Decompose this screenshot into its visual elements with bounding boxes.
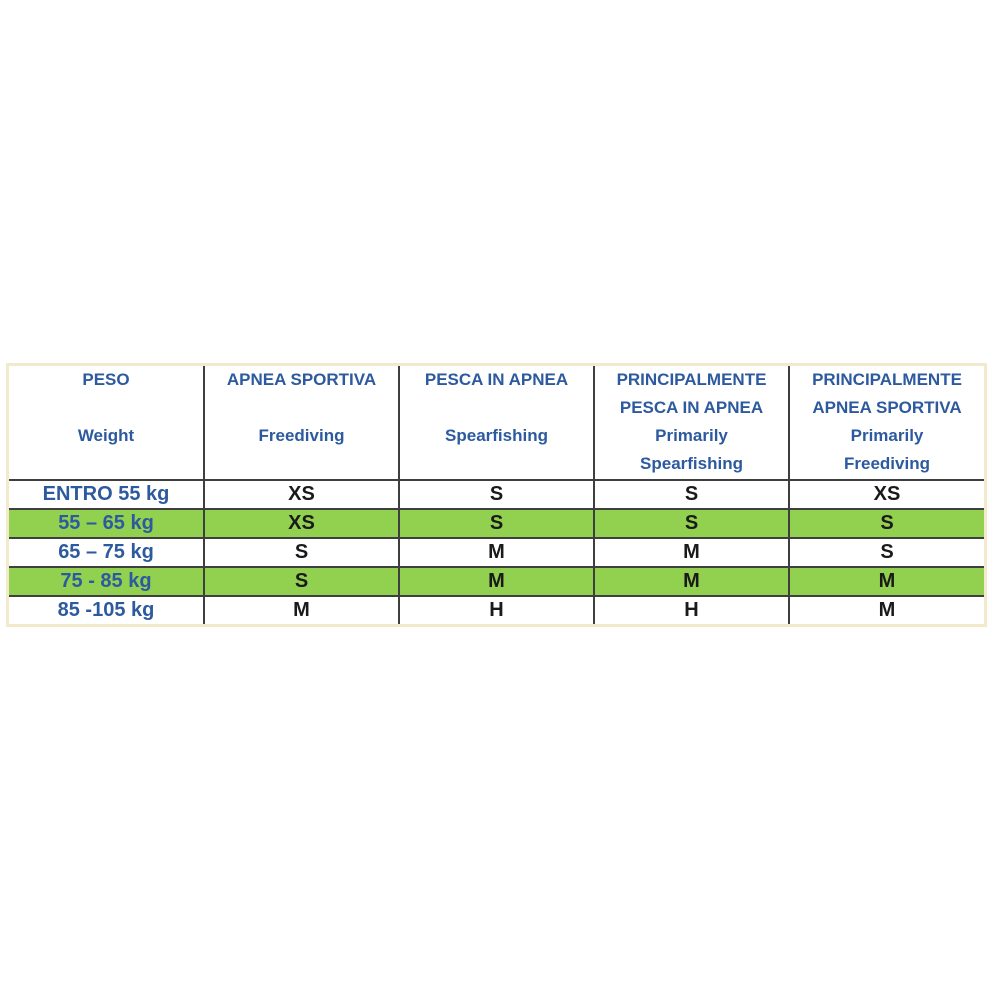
size-cell: H — [594, 596, 789, 624]
header-line: Freediving — [844, 454, 930, 473]
header-line — [9, 450, 203, 478]
size-cell: M — [594, 538, 789, 567]
column-header-pesca-in-apnea — [399, 366, 594, 480]
table-row — [9, 596, 984, 624]
size-cell: M — [204, 596, 399, 624]
table-row — [9, 480, 984, 509]
header-line: APNEA SPORTIVA — [226, 370, 377, 389]
column-header-peso — [9, 366, 204, 480]
header-line — [205, 450, 398, 478]
weight-cell: 65 – 75 kg — [9, 538, 204, 567]
sizing-table — [9, 366, 984, 624]
header-line — [205, 394, 398, 422]
size-cell: S — [399, 509, 594, 538]
table-body — [9, 480, 984, 624]
size-cell: M — [594, 567, 789, 596]
header-line: APNEA SPORTIVA — [812, 398, 962, 417]
header-line: Primarily — [655, 426, 728, 445]
size-cell: H — [399, 596, 594, 624]
size-cell: S — [204, 538, 399, 567]
size-cell: XS — [204, 480, 399, 509]
table-header — [9, 366, 984, 480]
weight-cell: ENTRO 55 kg — [9, 480, 204, 509]
header-line: Spearfishing — [445, 426, 548, 445]
weight-cell: 75 - 85 kg — [9, 567, 204, 596]
sizing-table-container — [6, 363, 987, 627]
header-line: PESCA IN APNEA — [424, 370, 569, 389]
size-cell: S — [204, 567, 399, 596]
size-cell: M — [789, 596, 984, 624]
size-cell: S — [789, 538, 984, 567]
size-cell: XS — [204, 509, 399, 538]
weight-cell: 55 – 65 kg — [9, 509, 204, 538]
header-line: PESO — [82, 370, 130, 389]
header-line: PRINCIPALMENTE — [616, 370, 767, 389]
size-cell: S — [594, 480, 789, 509]
header-line: Spearfishing — [640, 454, 743, 473]
size-cell: S — [399, 480, 594, 509]
table-row — [9, 538, 984, 567]
header-line: Freediving — [258, 426, 345, 445]
weight-cell: 85 -105 kg — [9, 596, 204, 624]
header-line — [400, 394, 593, 422]
header-line — [9, 394, 203, 422]
size-cell: XS — [789, 480, 984, 509]
header-line: PRINCIPALMENTE — [812, 370, 962, 389]
column-header-apnea-sportiva — [204, 366, 399, 480]
column-header-principalmente-pesca — [594, 366, 789, 480]
header-row — [9, 366, 984, 480]
column-header-principalmente-apnea — [789, 366, 984, 480]
size-cell: S — [594, 509, 789, 538]
header-line: Primarily — [850, 426, 924, 445]
size-cell: M — [399, 538, 594, 567]
table-row-highlighted — [9, 509, 984, 538]
header-line — [400, 450, 593, 478]
header-line: Weight — [77, 426, 135, 445]
header-line: PESCA IN APNEA — [619, 398, 764, 417]
size-cell: S — [789, 509, 984, 538]
size-cell: M — [789, 567, 984, 596]
table-row-highlighted — [9, 567, 984, 596]
size-cell: M — [399, 567, 594, 596]
